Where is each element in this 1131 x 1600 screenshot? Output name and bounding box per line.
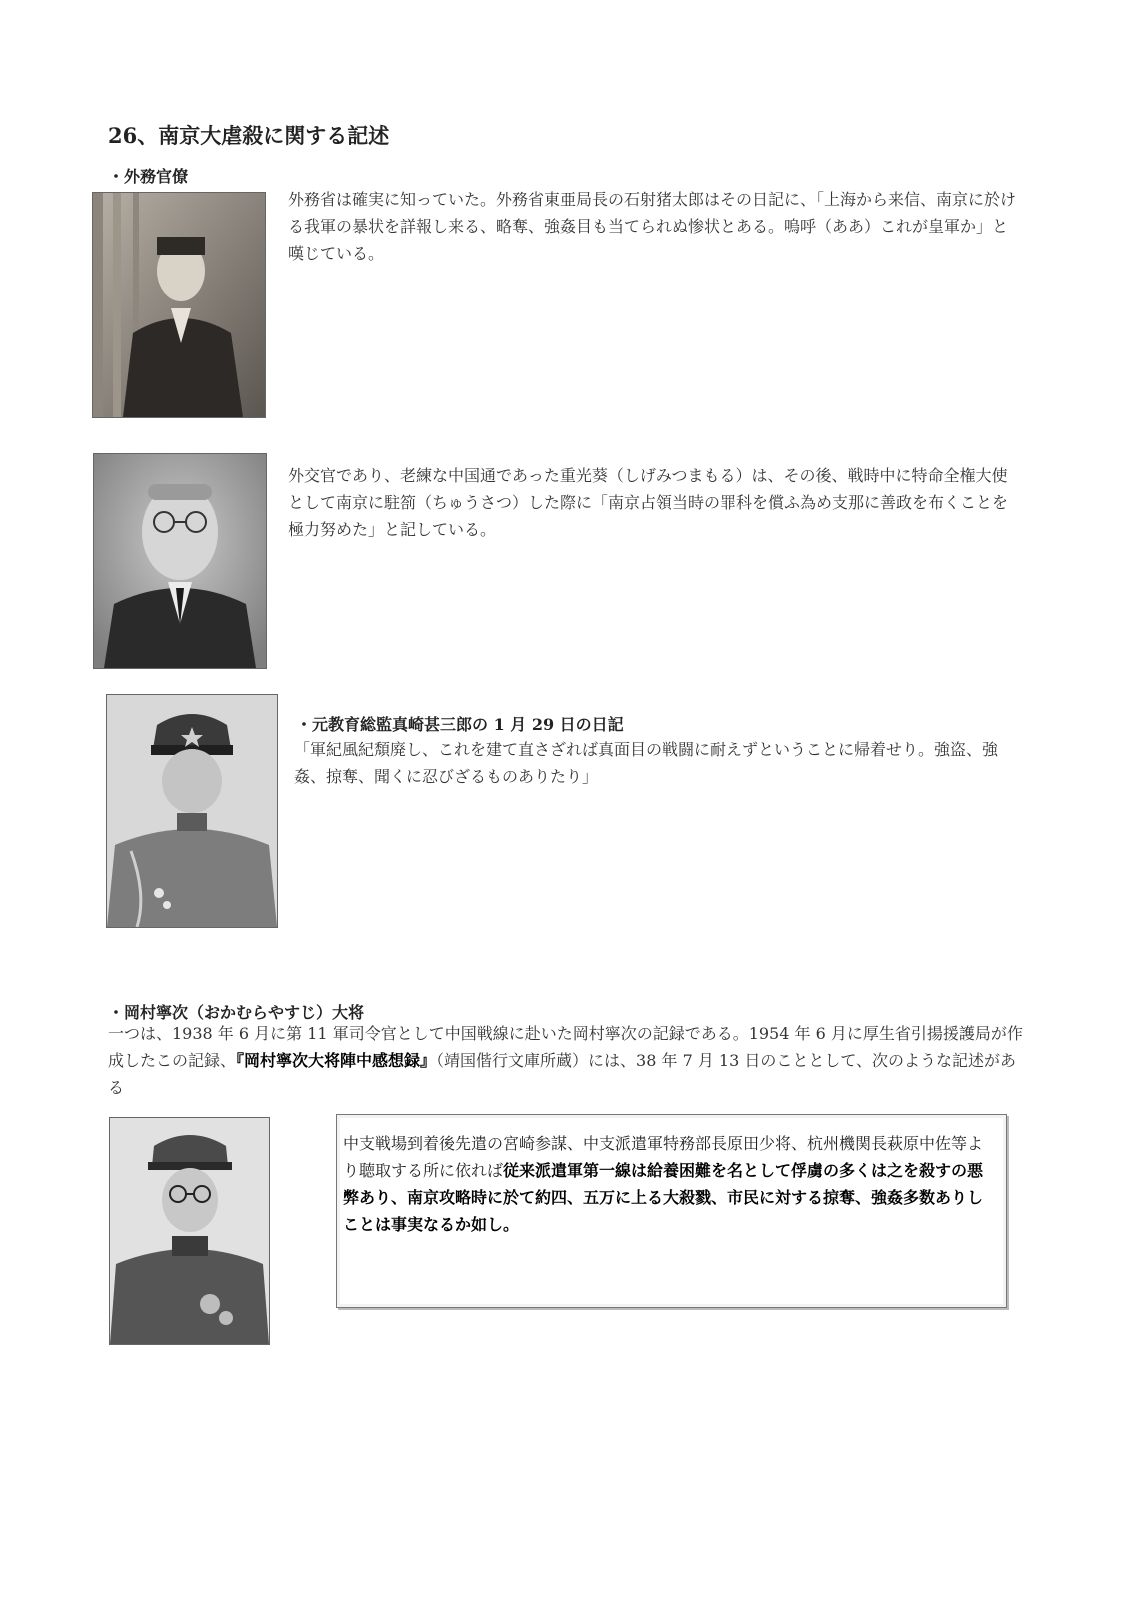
okamura-quote-text-normal: 中支戦場到着後先遣の宮崎参謀、中支派遣軍特務部長原田少将、杭州機関長萩原中佐等より聴取する所に依れば bbox=[343, 1134, 984, 1180]
paragraph-ishii-diary: 外務省は確実に知っていた。外務省東亜局長の石射猪太郎はその日記に、「上海から来信、南京に於ける我軍の暴状を詳報し来る、略奪、強姦目も当てられぬ惨状とある。嗚呼（ああ）これが皇軍か」と嘆じている。 bbox=[288, 190, 1017, 263]
okamura-record-text-after: （靖国偕行文庫所蔵）には、38 年 7 月 13 日のこととして、次のような記述がある bbox=[108, 1051, 1017, 1097]
okamura-record-book-title: 『岡村寧次大将陣中感想録』 bbox=[236, 1051, 437, 1070]
okamura-record-text-before: 一つは、1938 年 6 月に第 11 軍司令官として中国戦線に赴いた岡村寧次の記録である。1954 年 6 月に厚生省引揚援護局が作成したこの記録、 bbox=[108, 1024, 1023, 1070]
paragraph-mazaki-diary: 「軍紀風紀頽廃し、これを建て直さざれば真面目の戦闘に耐えずということに帰着せり。強盗、強姦、掠奪、聞くに忍びざるものありたり」 bbox=[294, 740, 999, 786]
section-heading-foreign-ministry: ・外務官僚 bbox=[108, 167, 189, 186]
portrait-okamura-yasuji bbox=[109, 1117, 270, 1345]
okamura-quote-text-bold: 従来派遣軍第一線は給養困難を名として俘虜の多くは之を殺すの悪弊あり、南京攻略時に於て約四、五万に上る大殺戮、市民に対する掠奪、強姦多数ありしことは事実なるか如し。 bbox=[343, 1161, 984, 1234]
portrait-mazaki-jinzaburo bbox=[106, 694, 278, 928]
paragraph-okamura-record bbox=[108, 1020, 1023, 1101]
okamura-quote-box bbox=[336, 1114, 1007, 1308]
portrait-shigemitsu-mamoru bbox=[93, 453, 267, 669]
page-title: 26、南京大虐殺に関する記述 bbox=[108, 123, 390, 148]
paragraph-shigemitsu: 外交官であり、老練な中国通であった重光葵（しげみつまもる）は、その後、戦時中に特命全権大使として南京に駐箚（ちゅうさつ）した際に「南京占領当時の罪科を償ふ為め支那に善政を布くことを極力努めた」と記している。 bbox=[288, 466, 1009, 539]
section-heading-mazaki-diary: ・元教育総監真崎甚三郎の 1 月 29 日の日記 bbox=[296, 715, 624, 734]
portrait-ishii-itaro bbox=[92, 192, 266, 418]
section-heading-okamura: ・岡村寧次（おかむらやすじ）大将 bbox=[108, 1003, 365, 1022]
okamura-quote-text bbox=[343, 1130, 998, 1238]
